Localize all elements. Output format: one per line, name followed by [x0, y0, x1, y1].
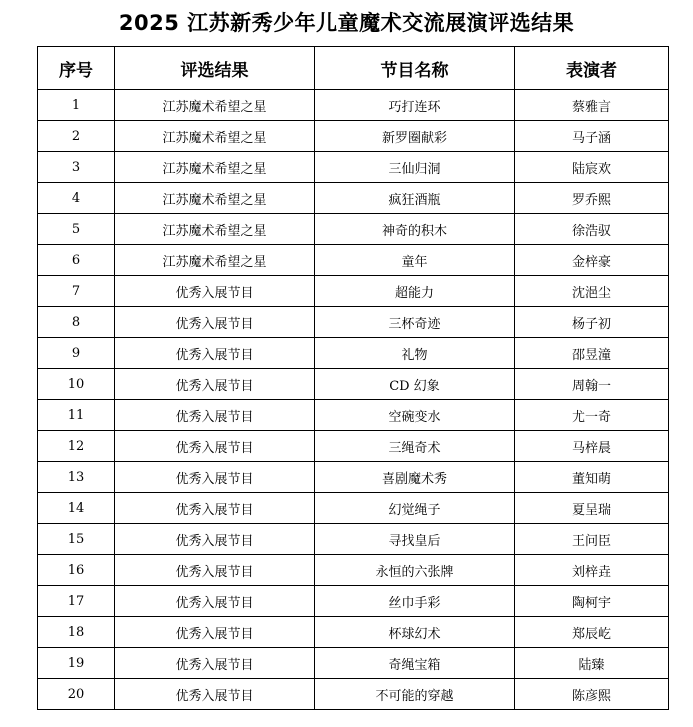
cell-index: 6: [38, 245, 115, 276]
cell-index: 18: [38, 617, 115, 648]
cell-index: 7: [38, 276, 115, 307]
cell-performer: 陶柯宇: [515, 586, 669, 617]
cell-program: 幻觉绳子: [315, 493, 515, 524]
cell-result: 优秀入展节目: [115, 307, 315, 338]
cell-performer: 夏呈瑞: [515, 493, 669, 524]
table-row: [38, 679, 669, 710]
cell-performer: 蔡雅言: [515, 90, 669, 121]
table-row: [38, 183, 669, 214]
cell-program: 三杯奇迹: [315, 307, 515, 338]
cell-index: 11: [38, 400, 115, 431]
table-row: [38, 524, 669, 555]
table-row: [38, 90, 669, 121]
cell-index: 10: [38, 369, 115, 400]
cell-program: 礼物: [315, 338, 515, 369]
cell-performer: 郑辰屹: [515, 617, 669, 648]
cell-performer: 陆臻: [515, 648, 669, 679]
cell-result: 优秀入展节目: [115, 524, 315, 555]
table-row: [38, 431, 669, 462]
cell-program: 喜剧魔术秀: [315, 462, 515, 493]
cell-performer: 马子涵: [515, 121, 669, 152]
cell-performer: 杨子初: [515, 307, 669, 338]
cell-index: 8: [38, 307, 115, 338]
cell-performer: 邵昱潼: [515, 338, 669, 369]
table-row: [38, 152, 669, 183]
table-row: [38, 338, 669, 369]
table-row: [38, 276, 669, 307]
cell-result: 优秀入展节目: [115, 338, 315, 369]
cell-performer: 沈浥尘: [515, 276, 669, 307]
cell-result: 优秀入展节目: [115, 586, 315, 617]
table-row: [38, 493, 669, 524]
cell-index: 13: [38, 462, 115, 493]
cell-performer: 陈彦熙: [515, 679, 669, 710]
cell-program: 空碗变水: [315, 400, 515, 431]
cell-result: 优秀入展节目: [115, 555, 315, 586]
cell-index: 19: [38, 648, 115, 679]
table-row: [38, 586, 669, 617]
cell-program: 杯球幻术: [315, 617, 515, 648]
cell-program: 三仙归洞: [315, 152, 515, 183]
cell-program: 巧打连环: [315, 90, 515, 121]
cell-index: 9: [38, 338, 115, 369]
cell-result: 优秀入展节目: [115, 648, 315, 679]
cell-result: 优秀入展节目: [115, 462, 315, 493]
cell-program: 奇绳宝箱: [315, 648, 515, 679]
cell-result: 优秀入展节目: [115, 431, 315, 462]
cell-performer: 马梓晨: [515, 431, 669, 462]
cell-index: 12: [38, 431, 115, 462]
table-row: [38, 555, 669, 586]
cell-program: 疯狂酒瓶: [315, 183, 515, 214]
cell-result: 江苏魔术希望之星: [115, 90, 315, 121]
cell-result: 江苏魔术希望之星: [115, 183, 315, 214]
table-row: [38, 369, 669, 400]
cell-program: 三绳奇术: [315, 431, 515, 462]
cell-performer: 董知萌: [515, 462, 669, 493]
page-title: 2025 江苏新秀少年儿童魔术交流展演评选结果: [118, 11, 575, 35]
table-row: [38, 400, 669, 431]
cell-index: 5: [38, 214, 115, 245]
cell-result: 优秀入展节目: [115, 276, 315, 307]
table-body: [38, 90, 669, 710]
cell-result: 江苏魔术希望之星: [115, 245, 315, 276]
header-index: 序号: [38, 47, 115, 90]
table-row: [38, 617, 669, 648]
cell-index: 15: [38, 524, 115, 555]
cell-program: 超能力: [315, 276, 515, 307]
cell-result: 优秀入展节目: [115, 679, 315, 710]
cell-result: 江苏魔术希望之星: [115, 152, 315, 183]
cell-performer: 徐浩驭: [515, 214, 669, 245]
results-table: [37, 46, 669, 710]
cell-index: 1: [38, 90, 115, 121]
table-header-row: [38, 47, 669, 90]
cell-performer: 罗乔熙: [515, 183, 669, 214]
cell-result: 优秀入展节目: [115, 400, 315, 431]
cell-program: 新罗圈献彩: [315, 121, 515, 152]
cell-performer: 王问臣: [515, 524, 669, 555]
header-program: 节目名称: [315, 47, 515, 90]
cell-performer: 金梓豪: [515, 245, 669, 276]
header-result: 评选结果: [115, 47, 315, 90]
cell-program: 神奇的积木: [315, 214, 515, 245]
header-performer: 表演者: [515, 47, 669, 90]
cell-performer: 尤一奇: [515, 400, 669, 431]
cell-program: 童年: [315, 245, 515, 276]
cell-result: 优秀入展节目: [115, 369, 315, 400]
table-row: [38, 245, 669, 276]
table-row: [38, 214, 669, 245]
cell-program: 寻找皇后: [315, 524, 515, 555]
table-row: [38, 462, 669, 493]
table-row: [38, 121, 669, 152]
cell-program: 不可能的穿越: [315, 679, 515, 710]
cell-index: 16: [38, 555, 115, 586]
cell-result: 优秀入展节目: [115, 493, 315, 524]
cell-index: 14: [38, 493, 115, 524]
cell-result: 优秀入展节目: [115, 617, 315, 648]
cell-performer: 刘梓垚: [515, 555, 669, 586]
cell-index: 3: [38, 152, 115, 183]
cell-performer: 陆宸欢: [515, 152, 669, 183]
cell-index: 2: [38, 121, 115, 152]
cell-index: 17: [38, 586, 115, 617]
cell-performer: 周翰一: [515, 369, 669, 400]
table-row: [38, 648, 669, 679]
cell-index: 4: [38, 183, 115, 214]
cell-program: CD 幻象: [315, 369, 515, 400]
cell-index: 20: [38, 679, 115, 710]
cell-result: 江苏魔术希望之星: [115, 214, 315, 245]
cell-result: 江苏魔术希望之星: [115, 121, 315, 152]
cell-program: 丝巾手彩: [315, 586, 515, 617]
table-row: [38, 307, 669, 338]
cell-program: 永恒的六张牌: [315, 555, 515, 586]
